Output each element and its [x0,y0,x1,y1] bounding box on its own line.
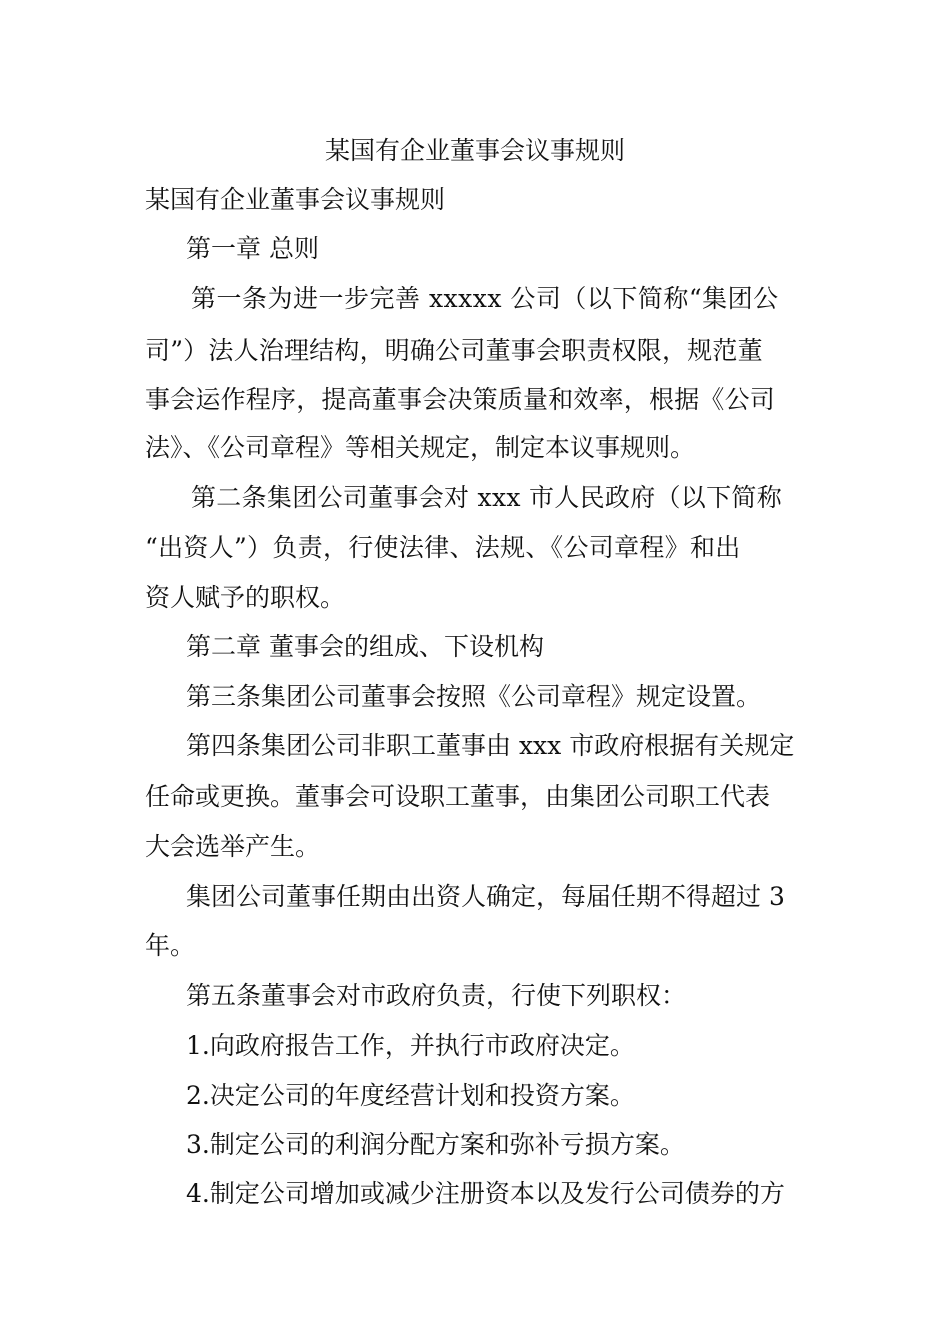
paragraph-line: 资人赋予的职权。 [145,583,346,612]
paragraph-line: 第三条集团公司董事会按照《公司章程》规定设置。 [186,682,762,711]
paragraph-line: 法》、《公司章程》等相关规定，制定本议事规则。 [145,433,696,462]
paragraph-line: 第二条集团公司董事会对 xxx 市人民政府（以下简称 [191,483,782,512]
list-item: 1.向政府报告工作，并执行市政府决定。 [186,1031,635,1060]
paragraph-line: 第一条为进一步完善 xxxxx 公司（以下简称“集团公 [191,284,779,313]
paragraph-line: 年。 [145,931,196,960]
paragraph-line: 第五条董事会对市政府负责，行使下列职权： [186,981,687,1010]
list-item: 3.制定公司的利润分配方案和弥补亏损方案。 [186,1130,685,1159]
document-title: 某国有企业董事会议事规则 [324,136,625,165]
paragraph-line: 大会选举产生。 [145,832,321,861]
paragraph-line: 第四条集团公司非职工董事由 xxx 市政府根据有关规定 [186,731,795,760]
chapter-heading: 第二章 董事会的组成、下设机构 [186,632,544,661]
chapter-heading: 第一章 总则 [186,234,319,263]
paragraph-line: “出资人”）负责，行使法律、法规、《公司章程》和出 [145,533,741,562]
paragraph-line: 司”）法人治理结构，明确公司董事会职责权限，规范董 [145,336,763,365]
paragraph-line: 事会运作程序，提高董事会决策质量和效率，根据《公司 [145,385,776,414]
list-item: 4.制定公司增加或减少注册资本以及发行公司债券的方 [186,1179,785,1208]
subtitle-line: 某国有企业董事会议事规则 [145,185,446,214]
paragraph-line: 集团公司董事任期由出资人确定，每届任期不得超过 3 [186,882,785,911]
paragraph-line: 任命或更换。董事会可设职工董事，由集团公司职工代表 [145,782,771,811]
list-item: 2.决定公司的年度经营计划和投资方案。 [186,1081,635,1110]
